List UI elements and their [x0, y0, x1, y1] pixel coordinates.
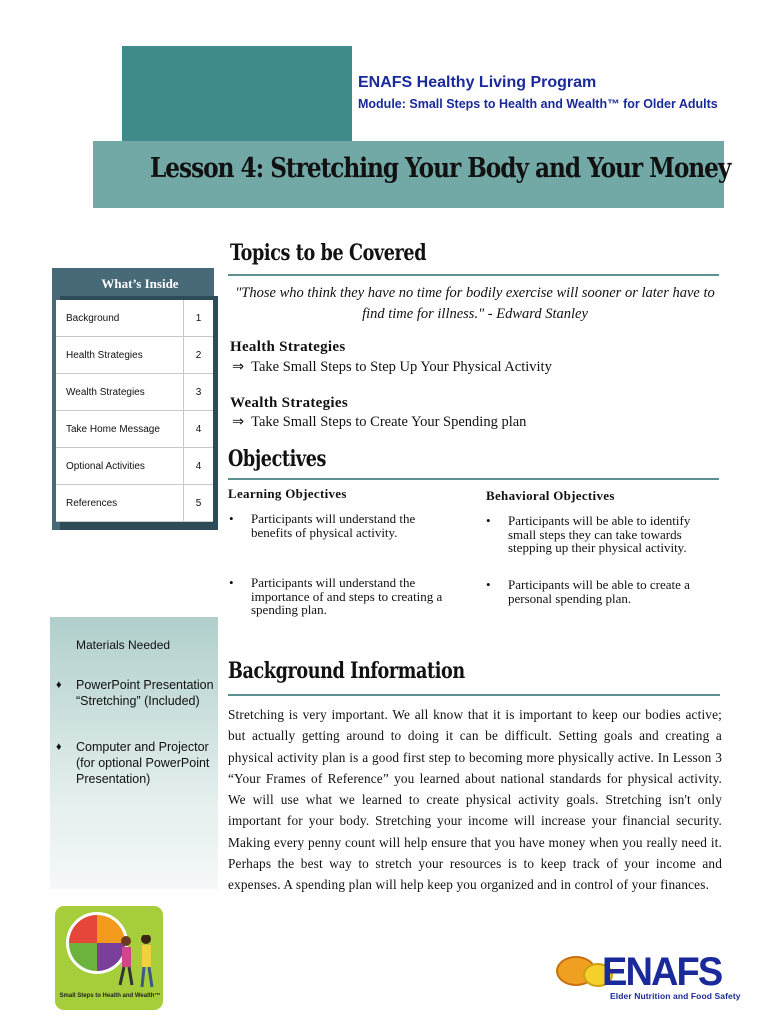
objectives-rule: [228, 478, 719, 480]
health-strategies-heading: Health Strategies: [230, 339, 346, 355]
toc-page: 4: [183, 448, 213, 484]
plate-caption: Small Steps to Health and Wealth™: [59, 993, 161, 999]
background-heading: Background Information: [228, 658, 465, 684]
toc-row: [56, 337, 213, 374]
diamond-bullet-icon: ♦: [56, 741, 62, 753]
bullet-icon: •: [229, 575, 234, 590]
module-title: Module: Small Steps to Health and Wealth™ for Older Adults: [358, 97, 718, 111]
toc-row: [56, 300, 213, 337]
toc-label: References: [66, 497, 118, 509]
behavioral-objectives-heading: Behavioral Objectives: [486, 488, 615, 503]
toc-page: 1: [183, 300, 213, 336]
enafs-logo: ENAFS: [602, 950, 722, 994]
materials-title: Materials Needed: [76, 638, 171, 652]
people-icon: [112, 935, 160, 993]
toc-label: Optional Activities: [66, 460, 145, 472]
learning-objectives-heading: Learning Objectives: [228, 486, 347, 501]
wealth-strategy-item: [232, 414, 526, 431]
background-rule: [228, 694, 720, 696]
behavioral-objective-item: • Participants will be able to create a personal spending plan.: [486, 577, 690, 606]
bullet-icon: •: [486, 577, 491, 592]
quote: "Those who think they have no time for bodily exercise will sooner or later have to find time for illness." - Edward Stanley: [235, 285, 715, 322]
objectives-heading: Objectives: [228, 446, 327, 472]
behavioral-objective-item: • Participants will be able to identify small steps they can take towards stepping up their physical activity.: [486, 513, 691, 555]
topics-heading: Topics to be Covered: [230, 240, 427, 266]
diamond-bullet-icon: ♦: [56, 679, 62, 691]
toc-page: 5: [183, 485, 213, 521]
whats-inside-table: [56, 300, 213, 522]
toc-label: Health Strategies: [66, 349, 143, 361]
toc-row: [56, 448, 213, 485]
toc-page: 2: [183, 337, 213, 373]
arrow-right-icon: ⇒: [232, 414, 245, 430]
health-strategy-text: Take Small Steps to Step Up Your Physical Activity: [251, 359, 552, 375]
bullet-icon: •: [486, 513, 491, 528]
toc-label: Wealth Strategies: [66, 386, 145, 398]
topics-rule: [228, 274, 719, 276]
wealth-strategy-text: Take Small Steps to Create Your Spending plan: [251, 414, 527, 430]
toc-label: Take Home Message: [66, 423, 160, 435]
enafs-tagline: Elder Nutrition and Food Safety: [610, 991, 741, 1001]
learning-objective-item: • Participants will understand the benefits of physical activity.: [229, 511, 416, 540]
health-strategy-item: [232, 359, 552, 376]
arrow-right-icon: ⇒: [232, 359, 245, 375]
toc-page: 4: [183, 411, 213, 447]
background-text: Stretching is very important. We all know that it is important to keep our bodies active; but actually getting around to doing it can be difficult. Setting goals and creating a physical activity plan is a good first step to becoming more physically active. In Lesson 3 “Your Frames of Reference” you learned about national standards for physical activity. We will use what we learned to create physical activity goals. Stretching isn't only important for your body. Stretching your income will increase your financial security. Making every penny count will help ensure that you have money when you really need it. Perhaps the best way to stretch your resources is to keep track of your income and expenses. A spending plan will help keep you organized and in control of your finances.: [228, 707, 722, 893]
toc-page: 3: [183, 374, 213, 410]
toc-row: [56, 485, 213, 522]
bullet-icon: •: [229, 511, 234, 526]
whats-inside-title: What’s Inside: [101, 276, 179, 291]
program-title: ENAFS Healthy Living Program: [358, 74, 597, 91]
wealth-strategies-heading: Wealth Strategies: [230, 395, 348, 411]
lesson-title: Lesson 4: Stretching Your Body and Your Money: [150, 153, 731, 184]
toc-label: Background: [66, 312, 120, 324]
materials-item: ♦ PowerPoint Presentation “Stretching” (Included): [56, 678, 214, 708]
toc-row: [56, 411, 213, 448]
learning-objective-item: • Participants will understand the importance of and steps to creating a spending plan.: [229, 575, 443, 617]
materials-item: ♦ Computer and Projector (for optional PowerPoint Presentation): [56, 740, 210, 786]
toc-row: [56, 374, 213, 411]
